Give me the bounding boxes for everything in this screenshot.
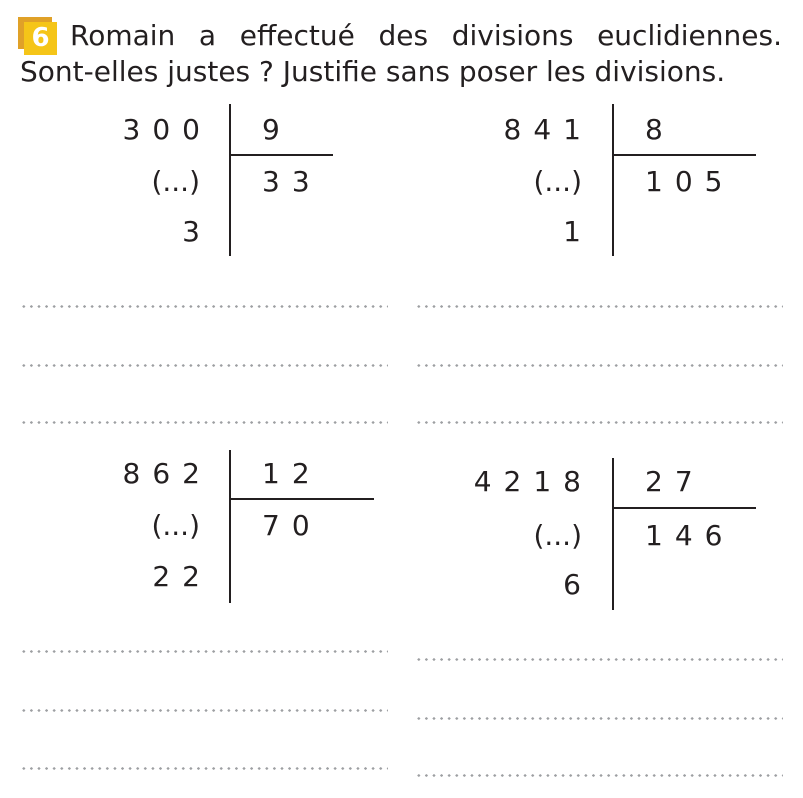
remainder: 1: [563, 215, 593, 248]
dividend: 300: [122, 113, 212, 146]
remainder: 22: [152, 560, 212, 593]
exercise-number: 6: [24, 22, 57, 55]
divisor: 9: [262, 113, 292, 146]
division-horizontal-bar: [230, 498, 374, 500]
division-horizontal-bar: [230, 154, 333, 156]
quotient: 33: [262, 165, 322, 198]
answer-line[interactable]: [415, 421, 783, 424]
answer-line[interactable]: [20, 709, 388, 712]
remainder: 6: [563, 568, 593, 601]
statement-line-2: Sont-elles justes ? Justifie sans poser les divisions.: [20, 55, 726, 88]
statement-line-1: Romain a effectué des divisions euclidiennes.: [70, 19, 782, 52]
dividend: 4218: [473, 465, 593, 498]
quotient: 146: [645, 519, 735, 552]
divisor: 27: [645, 465, 705, 498]
ellipsis: (...): [533, 519, 582, 552]
division-vertical-bar: [612, 458, 614, 610]
exercise-number-badge: [18, 17, 60, 55]
dividend: 841: [503, 113, 593, 146]
divisor: 8: [645, 113, 675, 146]
division-vertical-bar: [229, 104, 231, 256]
answer-line[interactable]: [20, 364, 388, 367]
division-vertical-bar: [229, 450, 231, 603]
answer-line[interactable]: [415, 364, 783, 367]
answer-line[interactable]: [20, 305, 388, 308]
division-horizontal-bar: [613, 507, 756, 509]
ellipsis: (...): [151, 509, 200, 542]
division-vertical-bar: [612, 104, 614, 256]
remainder: 3: [182, 215, 212, 248]
answer-line[interactable]: [20, 650, 388, 653]
answer-line[interactable]: [415, 774, 783, 777]
ellipsis: (...): [533, 165, 582, 198]
division-horizontal-bar: [613, 154, 756, 156]
quotient: 105: [645, 165, 735, 198]
answer-line[interactable]: [20, 767, 388, 770]
dividend: 862: [122, 457, 212, 490]
answer-line[interactable]: [415, 305, 783, 308]
ellipsis: (...): [151, 165, 200, 198]
answer-line[interactable]: [415, 717, 783, 720]
answer-line[interactable]: [20, 421, 388, 424]
quotient: 70: [262, 509, 322, 542]
answer-line[interactable]: [415, 658, 783, 661]
divisor: 12: [262, 457, 322, 490]
